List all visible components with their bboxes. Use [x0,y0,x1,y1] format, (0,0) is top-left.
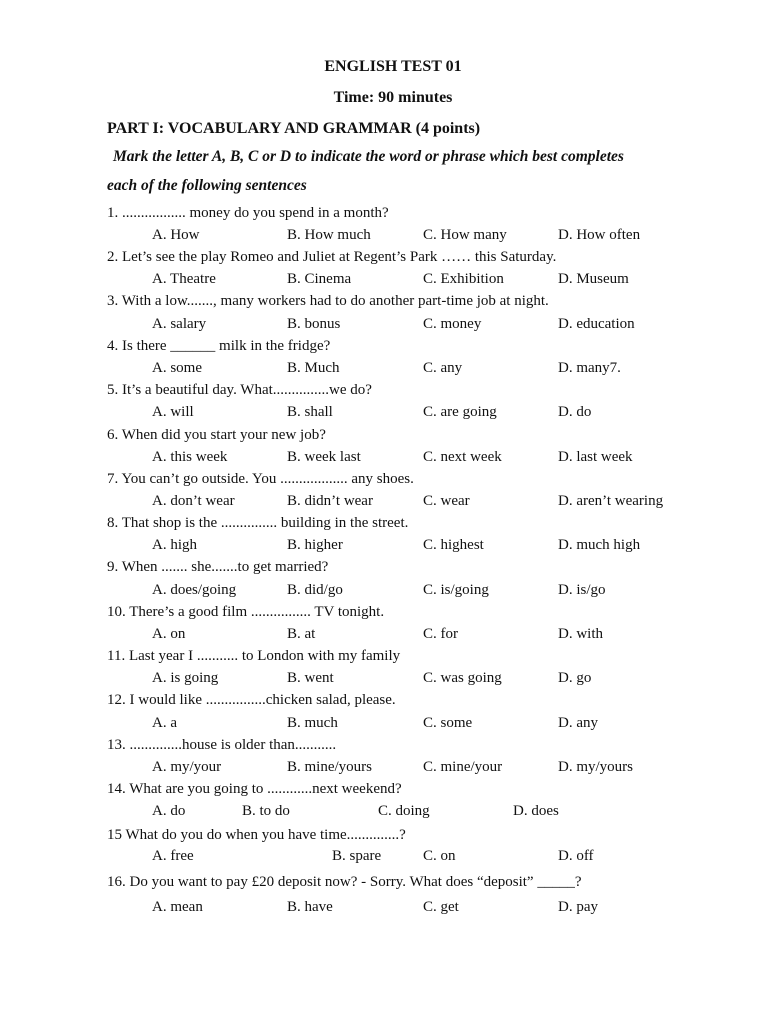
answer-option: A. is going [152,670,219,686]
answer-option: C. on [423,848,456,864]
answer-option: D. my/yours [558,759,633,775]
answer-option: A. this week [152,449,228,465]
answer-option: D. last week [558,449,633,465]
answer-option: A. salary [152,316,207,332]
answer-option: B. Much [287,360,340,376]
answer-option: C. mine/your [423,759,503,775]
answer-option: A. will [152,404,194,420]
question-text: 8. That shop is the ............... building in the street. [107,515,409,531]
test-time-limit: Time: 90 minutes [333,89,453,106]
question-text: 4. Is there ______ milk in the fridge? [107,338,331,354]
question-text: 5. It’s a beautiful day. What...............we do? [107,382,372,398]
answer-option: A. Theatre [152,271,216,287]
answer-option: D. any [558,715,598,731]
answer-option: A. How [152,227,200,243]
answer-option: C. How many [423,227,507,243]
question-text: 7. You can’t go outside. You .................. any shoes. [107,471,414,487]
answer-option: B. How much [287,227,371,243]
answer-option: B. Cinema [287,271,352,287]
answer-option: D. with [558,626,603,642]
answer-option: C. highest [423,537,484,553]
instruction-line-2: each of the following sentences [107,177,307,194]
question-text: 2. Let’s see the play Romeo and Juliet at Regent’s Park …… this Saturday. [107,249,557,265]
answer-option: B. did/go [287,582,343,598]
part-heading: PART I: VOCABULARY AND GRAMMAR (4 points) [107,120,481,137]
answer-option: A. do [152,803,186,819]
answer-option: B. didn’t wear [287,493,373,509]
answer-option: A. high [152,537,197,553]
test-title: ENGLISH TEST 01 [324,58,462,75]
answer-option: A. on [152,626,186,642]
answer-option: D. much high [558,537,641,553]
question-text: 11. Last year I ........... to London with my family [107,648,401,664]
answer-option: B. at [287,626,316,642]
question-text: 1. ................. money do you spend in a month? [107,205,389,221]
answer-option: A. free [152,848,194,864]
answer-option: A. mean [152,899,203,915]
answer-option: C. was going [423,670,502,686]
question-text: 6. When did you start your new job? [107,427,326,443]
instruction-line-1: Mark the letter A, B, C or D to indicate the word or phrase which best completes [113,148,624,165]
answer-option: A. does/going [152,582,237,598]
answer-option: B. week last [287,449,361,465]
answer-option: A. don’t wear [152,493,235,509]
question-text: 13. ..............house is older than........... [107,737,337,753]
answer-option: C. Exhibition [423,271,504,287]
answer-option: D. How often [558,227,641,243]
answer-option: D. Museum [558,271,629,287]
answer-option: A. a [152,715,177,731]
answer-option: D. is/go [558,582,606,598]
answer-option: D. off [558,848,594,864]
question-text: 9. When ....... she.......to get married? [107,559,329,575]
answer-option: D. many7. [558,360,621,376]
answer-option: C. for [423,626,458,642]
answer-option: D. does [513,803,559,819]
answer-option: A. my/your [152,759,222,775]
answer-option: D. pay [558,899,598,915]
question-text: 14. What are you going to ............next weekend? [107,781,402,797]
answer-option: B. bonus [287,316,341,332]
answer-option: C. doing [378,803,430,819]
answer-option: C. money [423,316,482,332]
answer-option: D. go [558,670,592,686]
answer-option: B. spare [332,848,382,864]
answer-option: B. much [287,715,338,731]
answer-option: B. to do [242,803,290,819]
answer-option: A. some [152,360,202,376]
question-text: 3. With a low......., many workers had to do another part-time job at night. [107,293,549,309]
answer-option: C. next week [423,449,502,465]
question-text: 16. Do you want to pay £20 deposit now? - Sorry. What does “deposit” _____? [107,874,582,890]
answer-option: B. mine/yours [287,759,372,775]
answer-option: D. do [558,404,592,420]
answer-option: B. have [287,899,333,915]
answer-option: B. shall [287,404,333,420]
answer-option: C. some [423,715,473,731]
question-text: 12. I would like ................chicken salad, please. [107,692,396,708]
answer-option: D. education [558,316,635,332]
answer-option: C. any [423,360,463,376]
answer-option: C. get [423,899,459,915]
answer-option: C. is/going [423,582,489,598]
answer-option: D. aren’t wearing [558,493,664,509]
answer-option: B. higher [287,537,343,553]
answer-option: C. are going [423,404,497,420]
question-text: 10. There’s a good film ................ TV tonight. [107,604,385,620]
answer-option: C. wear [423,493,470,509]
question-text: 15 What do you do when you have time..............? [107,827,406,843]
answer-option: B. went [287,670,334,686]
